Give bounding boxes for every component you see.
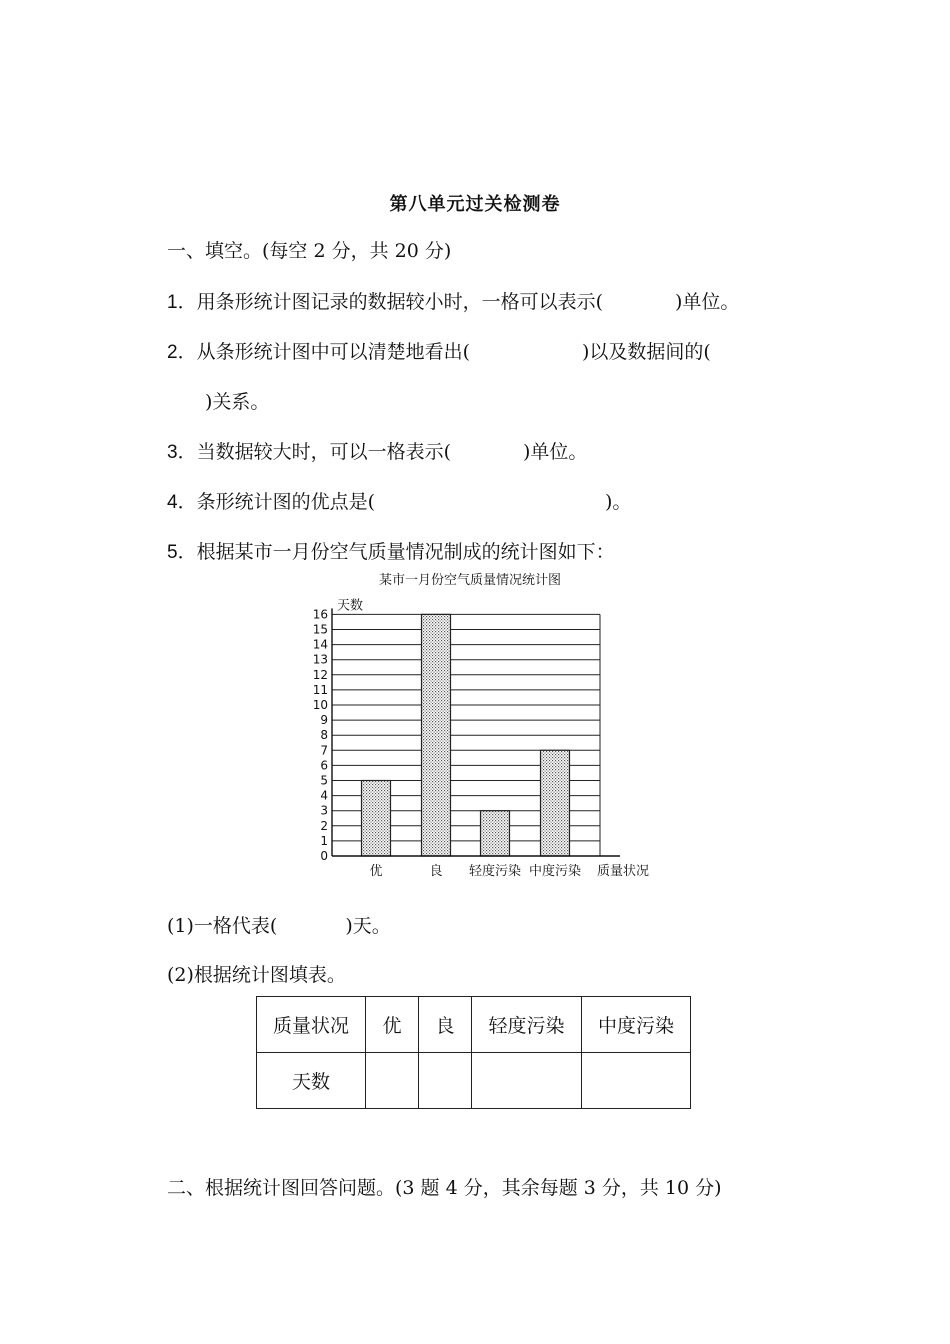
- chart-title: 某市一月份空气质量情况统计图: [378, 573, 562, 588]
- bar-4: [541, 750, 570, 856]
- table-header-cell: 质量状况: [257, 997, 366, 1053]
- y-tick-label: 8: [320, 728, 328, 743]
- y-tick-label: 3: [320, 803, 328, 818]
- y-tick-label: 1: [320, 833, 328, 848]
- y-tick-label: 9: [320, 713, 328, 728]
- fill-in-table: [256, 996, 691, 1109]
- y-tick-label: 0: [320, 849, 328, 863]
- table-row: [257, 1053, 691, 1109]
- table-answer-cell[interactable]: [419, 1053, 472, 1109]
- table-answer-cell[interactable]: [582, 1053, 691, 1109]
- question-1: 1．用条形统计图记录的数据较小时，一格可以表示( )单位。: [167, 291, 740, 313]
- table-header-cell: 轻度污染: [472, 997, 582, 1053]
- x-tick-label: 中度污染: [528, 864, 582, 879]
- x-axis-label: 质量状况: [596, 864, 650, 879]
- x-tick-label: 轻度污染: [468, 864, 522, 879]
- y-tick-label: 7: [320, 743, 328, 758]
- table-answer-cell[interactable]: [472, 1053, 582, 1109]
- question-number: 3．: [167, 442, 197, 463]
- question-2: 2．从条形统计图中可以清楚地看出( )以及数据间的(: [167, 341, 711, 363]
- bar-2: [422, 614, 451, 856]
- section2-heading: 二、根据统计图回答问题。(3 题 4 分，其余每题 3 分，共 10 分): [167, 1177, 722, 1199]
- y-tick-label: 6: [320, 758, 328, 773]
- question-number: 2．: [167, 342, 197, 363]
- question-number: 1．: [167, 292, 197, 313]
- x-tick-label: 良: [429, 864, 443, 879]
- y-tick-label: 12: [312, 667, 328, 682]
- question-5: 5．根据某市一月份空气质量情况制成的统计图如下：: [167, 541, 615, 563]
- y-tick-label: 5: [320, 773, 328, 788]
- y-tick-label: 4: [320, 788, 328, 803]
- bar-3: [481, 811, 510, 856]
- y-tick-label: 11: [312, 682, 328, 697]
- x-tick-label: 优: [369, 864, 383, 879]
- sub-question-1: (1)一格代表( )天。: [167, 915, 391, 937]
- y-tick-label: 13: [312, 652, 328, 667]
- air-quality-bar-chart: [300, 565, 670, 883]
- question-number: 5．: [167, 542, 197, 563]
- question-3: 3．当数据较大时，可以一格表示( )单位。: [167, 441, 588, 463]
- y-tick-label: 14: [312, 637, 328, 652]
- table-answer-cell[interactable]: [366, 1053, 419, 1109]
- table-header-cell: 优: [366, 997, 419, 1053]
- section1-heading: 一、填空。(每空 2 分，共 20 分): [167, 240, 452, 262]
- question-2-continued: )关系。: [205, 391, 270, 413]
- table-header-cell: 中度污染: [582, 997, 691, 1053]
- bar-1: [362, 781, 391, 857]
- y-tick-label: 10: [312, 698, 328, 712]
- y-tick-label: 16: [312, 607, 328, 622]
- question-4: 4．条形统计图的优点是( )。: [167, 491, 632, 513]
- sub-question-2: (2)根据统计图填表。: [167, 964, 346, 986]
- table-header-row: [257, 997, 691, 1053]
- y-tick-label: 15: [312, 622, 328, 637]
- question-number: 4．: [167, 492, 197, 513]
- page-title: 第八单元过关检测卷: [389, 194, 561, 215]
- table-row-label: 天数: [257, 1053, 366, 1109]
- y-axis-label: 天数: [337, 598, 364, 614]
- table-header-cell: 良: [419, 997, 472, 1053]
- y-tick-label: 2: [320, 818, 328, 833]
